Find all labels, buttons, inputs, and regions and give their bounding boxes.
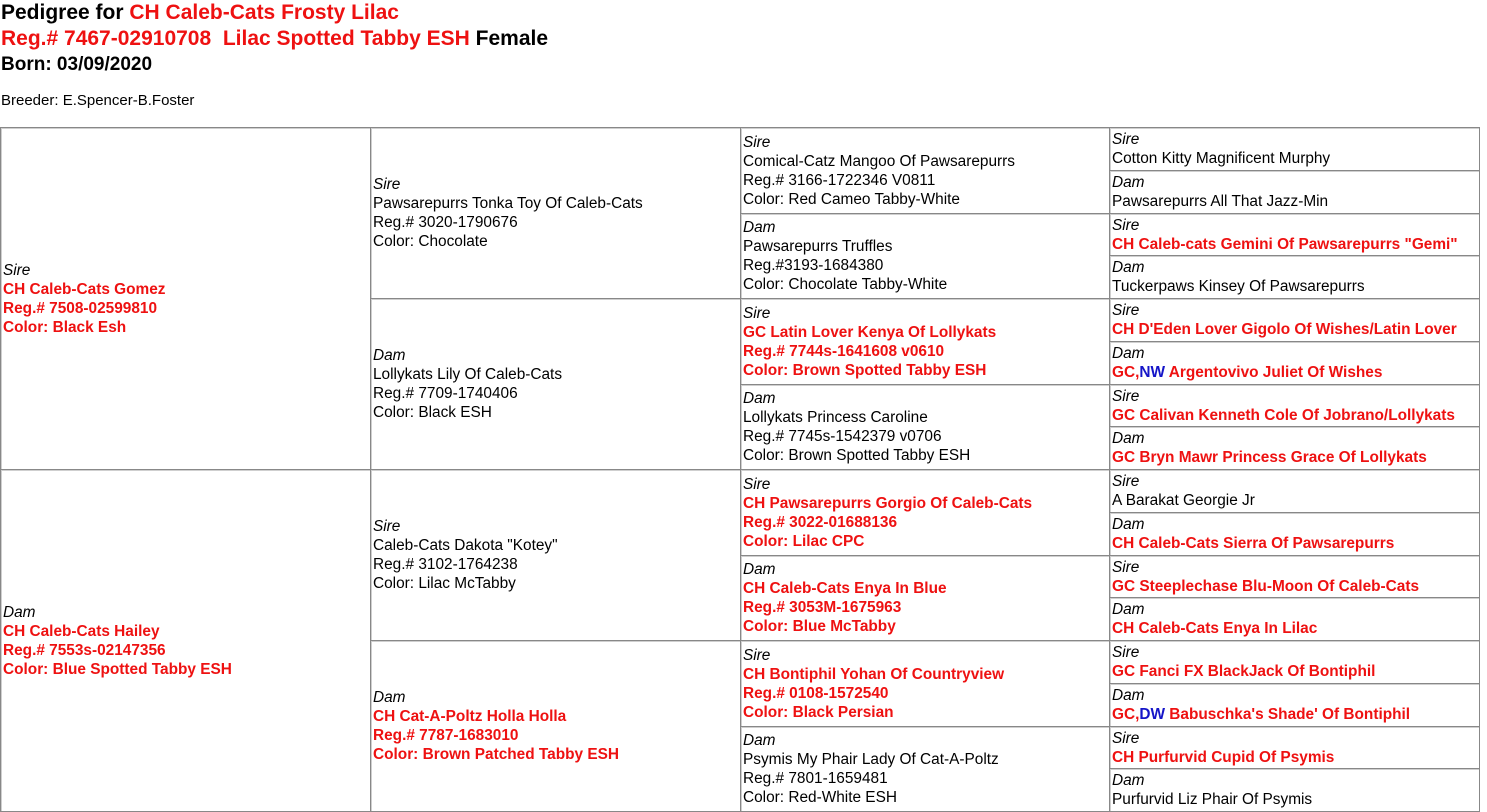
parent-label: Sire [1112,473,1140,490]
parent-label: Dam [373,347,406,364]
registration-number: Reg.# 3102-1764238 [373,556,518,573]
title-prefix: Pedigree for [1,1,130,24]
coat-color: Color: Black ESH [373,404,492,421]
registration-number: Reg.# 3022-01688136 [743,513,898,531]
parent-label: Sire [373,518,401,535]
cat-name [1112,534,1477,553]
registration-and-color: Reg.# 7467-02910708 Lilac Spotted Tabby ESH [1,27,470,50]
cat-name-text: Purfurvid Liz Phair Of Psymis [1112,791,1313,808]
parent-label: Sire [743,304,771,322]
parent-label: Dam [1112,601,1145,618]
sex: Female [469,27,549,50]
cat-name-text: Babuschka's Shade' Of Bontiphil [1165,706,1411,723]
parent-label: Sire [1112,131,1140,148]
born-date: Born: 03/09/2020 [1,54,153,75]
registration-number: Reg.# 7787-1683010 [373,727,519,744]
cat-name-text: CH Caleb-Cats Enya In Lilac [1112,620,1318,637]
parent-label: Dam [1112,259,1145,276]
cat-name: CH Bontiphil Yohan Of Countryview [743,665,1005,683]
parent-label: Sire [1112,644,1140,661]
registration-number: Reg.# 3020-1790676 [373,214,518,231]
gen4-sire-cell [1110,727,1480,769]
coat-color: Color: Red Cameo Tabby-White [743,190,960,208]
cat-name [1112,192,1477,211]
coat-color: Color: Blue McTabby [743,618,896,635]
cat-name: CH Caleb-Cats Hailey [3,622,160,640]
gen4-dam-cell [1110,769,1480,812]
registration-number: Reg.#3193-1684380 [743,257,884,274]
cat-name-text: GC Fanci FX BlackJack Of Bontiphil [1112,663,1376,680]
gen4-sire-cell [1110,128,1480,171]
cat-name: Pawsarepurrs Tonka Toy Of Caleb-Cats [373,195,643,212]
coat-color: Color: Chocolate [373,233,488,250]
cat-name-text: GC Calivan Kenneth Cole Of Jobrano/Lollykats [1112,407,1455,424]
pedigree-row [1,470,1480,513]
cat-name: Pawsarepurrs Truffles [743,238,893,255]
cat-name [1112,748,1477,767]
coat-color: Color: Chocolate Tabby-White [743,276,948,293]
cat-name-text: Cotton Kitty Magnificent Murphy [1112,150,1331,167]
cat-name [1112,619,1477,638]
coat-color: Color: Brown Spotted Tabby ESH [743,361,987,379]
registration-number: Reg.# 7744s-1641608 v0610 [743,342,945,360]
parent-label: Dam [743,732,776,749]
gen4-sire-cell [1110,556,1480,598]
cat-name [1112,790,1477,809]
cat-name [1112,705,1477,724]
cat-name-text: Tuckerpaws Kinsey Of Pawsarepurrs [1112,278,1365,295]
gen3-sire-cell [741,299,1110,385]
cat-name [1112,320,1477,339]
gen4-dam-cell [1110,171,1480,214]
gen1-dam-cell [1,470,371,812]
gen3-sire-cell [741,128,1110,214]
registration-number: Reg.# 7709-1740406 [373,385,518,402]
registration-number: Reg.# 7553s-02147356 [3,641,166,659]
parent-label: Sire [1112,302,1140,319]
gen2-dam-cell [371,299,741,470]
cat-name: CH Caleb-Cats Gomez [3,280,166,298]
parent-label: Dam [743,561,776,578]
cat-name-text: GC Bryn Mawr Princess Grace Of Lollykats [1112,449,1427,466]
coat-color: Color: Red-White ESH [743,789,897,806]
gen4-dam-cell [1110,513,1480,556]
cat-name-text: CH Purfurvid Cupid Of Psymis [1112,749,1335,766]
cat-name [1112,491,1477,510]
registration-line [1,27,548,51]
gen3-dam-cell [741,727,1110,812]
gen4-dam-cell [1110,427,1480,470]
cat-name-text: CH Caleb-cats Gemini Of Pawsarepurrs "Gemi" [1112,236,1458,253]
registration-number: Reg.# 7801-1659481 [743,770,888,787]
cat-name-text: CH Caleb-Cats Sierra Of Pawsarepurrs [1112,535,1395,552]
registration-number: Reg.# 7745s-1542379 v0706 [743,428,942,445]
coat-color: Color: Brown Spotted Tabby ESH [743,447,971,464]
parent-label: Dam [743,219,776,236]
cat-name: Comical-Catz Mangoo Of Pawsarepurrs [743,152,1015,170]
cat-name [1112,149,1477,168]
cat-name [1112,448,1477,467]
gen3-sire-cell [741,470,1110,556]
parent-label: Dam [3,603,36,621]
parent-label: Sire [3,261,31,279]
parent-label: Sire [1112,217,1140,234]
gen4-sire-cell [1110,641,1480,684]
breeder: Breeder: E.Spencer-B.Foster [1,92,195,109]
title-award: DW [1139,706,1166,723]
parent-label: Dam [1112,430,1145,447]
gen3-dam-cell [741,214,1110,299]
registration-number: Reg.# 3166-1722346 V0811 [743,171,936,189]
parent-label: Sire [743,133,771,151]
registration-number: Reg.# 3053M-1675963 [743,599,902,616]
gen4-sire-cell [1110,385,1480,427]
cat-name: Caleb-Cats Dakota "Kotey" [373,537,558,554]
coat-color: Color: Black Persian [743,703,894,721]
cat-name [1112,235,1477,254]
cat-name [1112,363,1477,382]
cat-name: Lollykats Lily Of Caleb-Cats [373,366,563,383]
cat-name: CH Cat-A-Poltz Holla Holla [373,708,567,725]
cat-name [1112,406,1477,425]
gen1-sire-cell [1,128,371,470]
pedigree-table [0,127,1480,812]
cat-name-text: Argentovivo Juliet Of Wishes [1165,364,1383,381]
parent-label: Sire [1112,559,1140,576]
gen4-dam-cell [1110,684,1480,727]
title-prefix: GC, [1112,364,1140,381]
parent-label: Dam [1112,516,1145,533]
cat-name-text: CH D'Eden Lover Gigolo Of Wishes/Latin Lover [1112,321,1457,338]
registration-number: Reg.# 7508-02599810 [3,299,158,317]
cat-name [1112,277,1477,296]
cat-name: CH Pawsarepurrs Gorgio Of Caleb-Cats [743,494,1033,512]
gen2-sire-cell [371,470,741,641]
cat-name: Psymis My Phair Lady Of Cat-A-Poltz [743,751,999,768]
cat-name-text: GC Steeplechase Blu-Moon Of Caleb-Cats [1112,578,1420,595]
cat-name [1112,577,1477,596]
parent-label: Sire [1112,388,1140,405]
gen2-dam-cell [371,641,741,812]
gen3-sire-cell [741,641,1110,727]
gen2-sire-cell [371,128,741,299]
gen3-dam-cell [741,385,1110,470]
parent-label: Dam [373,689,406,706]
gen3-dam-cell [741,556,1110,641]
coat-color: Color: Black Esh [3,318,127,336]
gen4-dam-cell [1110,342,1480,385]
gen4-dam-cell [1110,598,1480,641]
registration-number: Reg.# 0108-1572540 [743,684,889,702]
coat-color: Color: Lilac McTabby [373,575,516,592]
parent-label: Dam [1112,345,1145,362]
parent-label: Dam [1112,174,1145,191]
cat-name: GC Latin Lover Kenya Of Lollykats [743,323,997,341]
gen4-sire-cell [1110,470,1480,513]
parent-label: Sire [743,646,771,664]
parent-label: Dam [743,390,776,407]
parent-label: Sire [743,475,771,493]
parent-label: Sire [1112,730,1140,747]
pedigree-row [1,128,1480,171]
title-prefix: GC, [1112,706,1140,723]
cat-name-text: Pawsarepurrs All That Jazz-Min [1112,193,1329,210]
cat-name: Lollykats Princess Caroline [743,409,928,426]
page-title [1,1,399,25]
cat-name: CH Caleb-Cats Enya In Blue [743,580,947,597]
parent-label: Dam [1112,687,1145,704]
parent-label: Sire [373,176,401,193]
cat-name-text: A Barakat Georgie Jr [1112,492,1255,509]
coat-color: Color: Lilac CPC [743,532,865,550]
coat-color: Color: Blue Spotted Tabby ESH [3,660,232,678]
gen4-sire-cell [1110,299,1480,342]
gen4-sire-cell [1110,214,1480,256]
title-award: NW [1139,364,1166,381]
cat-name [1112,662,1477,681]
cat-name: CH Caleb-Cats Frosty Lilac [129,1,399,24]
coat-color: Color: Brown Patched Tabby ESH [373,746,619,763]
parent-label: Dam [1112,772,1145,789]
gen4-dam-cell [1110,256,1480,299]
